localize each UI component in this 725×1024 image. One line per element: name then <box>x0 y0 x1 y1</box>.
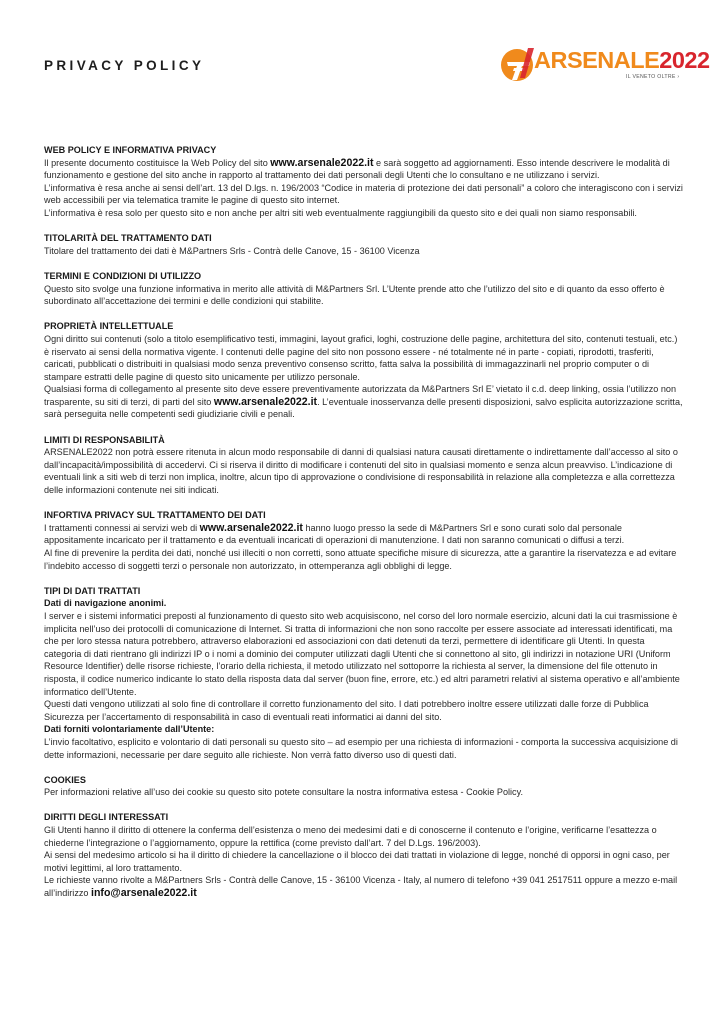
paragraph: ARSENALE2022 non potrà essere ritenuta in alcun modo responsabile di danni di qualsiasi natura causati direttamente o indirettamente dall’accesso al sito o dall’incapacità/impossibilità di accedervi. Ci si riserva il diritto di modificare i contenuti del sito in qualsiasi momento e senza alcun preavviso. L’indicazione di eventuali link a siti web di terzi non implica, inoltre, alcun tipo di approvazione o condivisione di responsabilità in relazione alla completezza e alla correttezza delle informazioni contenute nei siti indicati. <box>44 447 678 496</box>
section-tipi-dati <box>44 585 684 761</box>
paragraph: L’invio facoltativo, esplicito e volontario di dati personali su questo sito – ad esempio per una richiesta di informazioni - comporta la successiva acquisizione di dette informazioni, necessarie per dare seguito alle richieste. Non verrà fatto diverso uso di questi dati. <box>44 736 678 760</box>
section-proprieta <box>44 320 684 421</box>
site-link[interactable]: www.arsenale2022.it <box>270 156 374 169</box>
section-infortiva <box>44 509 684 572</box>
section-heading: TIPI DI DATI TRATTATI <box>44 585 141 596</box>
section-heading: COOKIES <box>44 774 86 785</box>
paragraph: L’informativa è resa anche ai sensi dell’art. 13 del D.lgs. n. 196/2003 “Codice in materia di protezione dei dati personali” a coloro che interagiscono con i servizi web accessibili per via telematica tramite le pagine di questo sito internet. <box>44 182 683 206</box>
section-cookies <box>44 774 684 799</box>
paragraph: I server e i sistemi informatici preposti al funzionamento di questo sito web acquisiscono, nel corso del loro normale esercizio, alcuni dati la cui trasmissione è implicita nell’uso dei protocolli di comunicazione di Internet. Si tratta di informazioni che non sono raccolte per essere associate ad interessati identificati, ma che per loro stessa natura potrebbero, attraverso elaborazioni ed associazioni con dati detenuti da terzi, permettere di identificare gli Utenti. In questa categoria di dati rientrano gli indirizzi IP o i nomi a dominio dei computer utilizzati dagli Utenti che si connettono al sito, gli indirizzi in notazione URI (Uniform Resource Identifier) delle risorse richieste, l’orario della richiesta, il metodo utilizzato nel sottoporre la richiesta al server, la dimensione del file ottenuto in risposta, il codice numerico indicante lo stato della risposta data dal server (buon fine, errore, etc.) ed altri parametri relativi al sistema operativo e all’ambiente informatico dell’Utente. <box>44 610 680 697</box>
section-diritti <box>44 811 684 899</box>
paragraph: Gli Utenti hanno il diritto di ottenere la conferma dell’esistenza o meno dei medesimi dati e di conoscerne il contenuto e l’origine, verificarne l’esattezza o chiederne l’integrazione o l’aggiornamento, oppure la rettifica (come previsto dall’art. 7 del D.Lgs. 196/2003). <box>44 825 657 848</box>
logo-wordmark: ARSENALE2022 <box>534 47 710 73</box>
page-title: PRIVACY POLICY <box>44 58 205 73</box>
paragraph: L’informativa è resa solo per questo sito e non anche per altri siti web eventualmente raggiungibili da questo sito e dei quali non siamo responsabili. <box>44 207 637 218</box>
paragraph: Per informazioni relative all’uso dei cookie su questo sito potete consultare la nostra informativa estesa - Cookie Policy. <box>44 787 524 798</box>
logo-tagline: IL VENETO OLTRE › <box>626 74 680 80</box>
section-termini <box>44 270 684 308</box>
section-heading: PROPRIETÀ INTELLETTUALE <box>44 321 174 332</box>
paragraph: Qualsiasi forma di collegamento al presente sito deve essere preventivamente autorizzata da M&Partners Srl E’ vietato il c.d. deep linking, ossia l’utilizzo non trasparente, su siti di terzi, di parti del sito www.arsenale2022.it. L’eventuale inosservanza delle presenti disposizioni, salvo esplicita autorizzazione scritta, sarà perseguita nelle competenti sedi giudiziarie civili e penali. <box>44 384 683 420</box>
paragraph: Titolare del trattamento dei dati è M&Partners Srls - Contrà delle Canove, 15 - 36100 Vicenza <box>44 245 420 256</box>
paragraph: Al fine di prevenire la perdita dei dati, nonché usi illeciti o non corretti, sono attuate specifiche misure di sicurezza, atte a garantire la riservatezza e ad evitare l’indebito accesso di soggetti terzi o personale non autorizzato, in ottemperanza agli obblighi di legge. <box>44 548 677 571</box>
section-heading: WEB POLICY E INFORMATIVA PRIVACY <box>44 145 217 155</box>
paragraph: Ogni diritto sui contenuti (solo a titolo esemplificativo testi, immagini, layout grafici, loghi, costruzione delle pagine, architettura del sito, contenuti testuali, etc.) è riservato ai sensi della normativa vigente. I contenuti delle pagine del sito non possono essere - né totalmente né in parte - copiati, riprodotti, trasferiti, caricati, pubblicati o distribuiti in qualsiasi modo senza preventivo consenso scritto, fatta salva la possibilità di immagazzinarli nel proprio computer o di stampare estratti delle pagine di questo sito unicamente per utilizzo personale. <box>44 333 678 382</box>
section-titolarita <box>44 232 684 257</box>
section-web-policy <box>44 144 684 220</box>
section-limiti <box>44 434 684 497</box>
section-heading: TITOLARITÀ DEL TRATTAMENTO DATI <box>44 233 212 244</box>
paragraph: Questo sito svolge una funzione informativa in merito alle attività di M&Partners Srl. L’Utente prende atto che l’utilizzo del sito e di quanto da esso offerto è subordinato all’accettazione dei termini e delle condizioni qui stabilite. <box>44 283 665 307</box>
site-link[interactable]: www.arsenale2022.it <box>213 395 318 408</box>
section-heading: INFORTIVA PRIVACY SUL TRATTAMENTO DEI DATI <box>44 510 266 521</box>
subheading: Dati di navigazione anonimi. <box>44 598 167 609</box>
arsenale-logo-mark-icon <box>500 44 536 84</box>
site-link[interactable]: www.arsenale2022.it <box>199 521 303 534</box>
arsenale-logo <box>500 44 710 86</box>
section-heading: LIMITI DI RESPONSABILITÀ <box>44 434 165 445</box>
subheading: Dati forniti volontariamente dall’Utente: <box>44 724 215 735</box>
paragraph: Ai sensi del medesimo articolo si ha il diritto di chiedere la cancellazione o il blocco dei dati trattati in violazione di legge, nonché di opporsi in ogni caso, per motivi legittimi, al loro trattamento. <box>44 850 670 873</box>
email-link[interactable]: info@arsenale2022.it <box>91 887 197 900</box>
paragraph: Le richieste vanno rivolte a M&Partners Srls - Contrà delle Canove, 15 - 36100 Vicenza - Italy, al numero di telefono +39 041 2517511 oppure a mezzo e-mail all’indirizzo info@arsenale2022.it <box>44 875 678 900</box>
paragraph: I trattamenti connessi ai servizi web di www.arsenale2022.it hanno luogo presso la sede di M&Partners Srl e sono curati solo dal personale appositamente incaricato per il trattamento e da eventuali incaricati di operazioni di manutenzione. I dati non saranno comunicati o diffusi a terzi. <box>44 521 625 546</box>
section-heading: DIRITTI DEGLI INTERESSATI <box>44 812 169 823</box>
section-heading: TERMINI E CONDIZIONI DI UTILIZZO <box>44 270 202 281</box>
paragraph: Il presente documento costituisce la Web Policy del sito www.arsenale2022.it e sarà soggetto ad aggiornamenti. Esso intende descrivere le modalità di funzionamento e gestione del sito anche in rapporto al trattamento dei dati personali degli Utenti che lo consultano e ne utilizzano i servizi. <box>44 156 670 181</box>
paragraph: Questi dati vengono utilizzati al solo fine di controllare il corretto funzionamento del sito. I dati potrebbero inoltre essere utilizzati dalle forze di Pubblica Sicurezza per l’accertamento di responsabilità in caso di eventuali reati informatici ai danni del sito. <box>44 699 649 722</box>
policy-content <box>44 144 684 912</box>
